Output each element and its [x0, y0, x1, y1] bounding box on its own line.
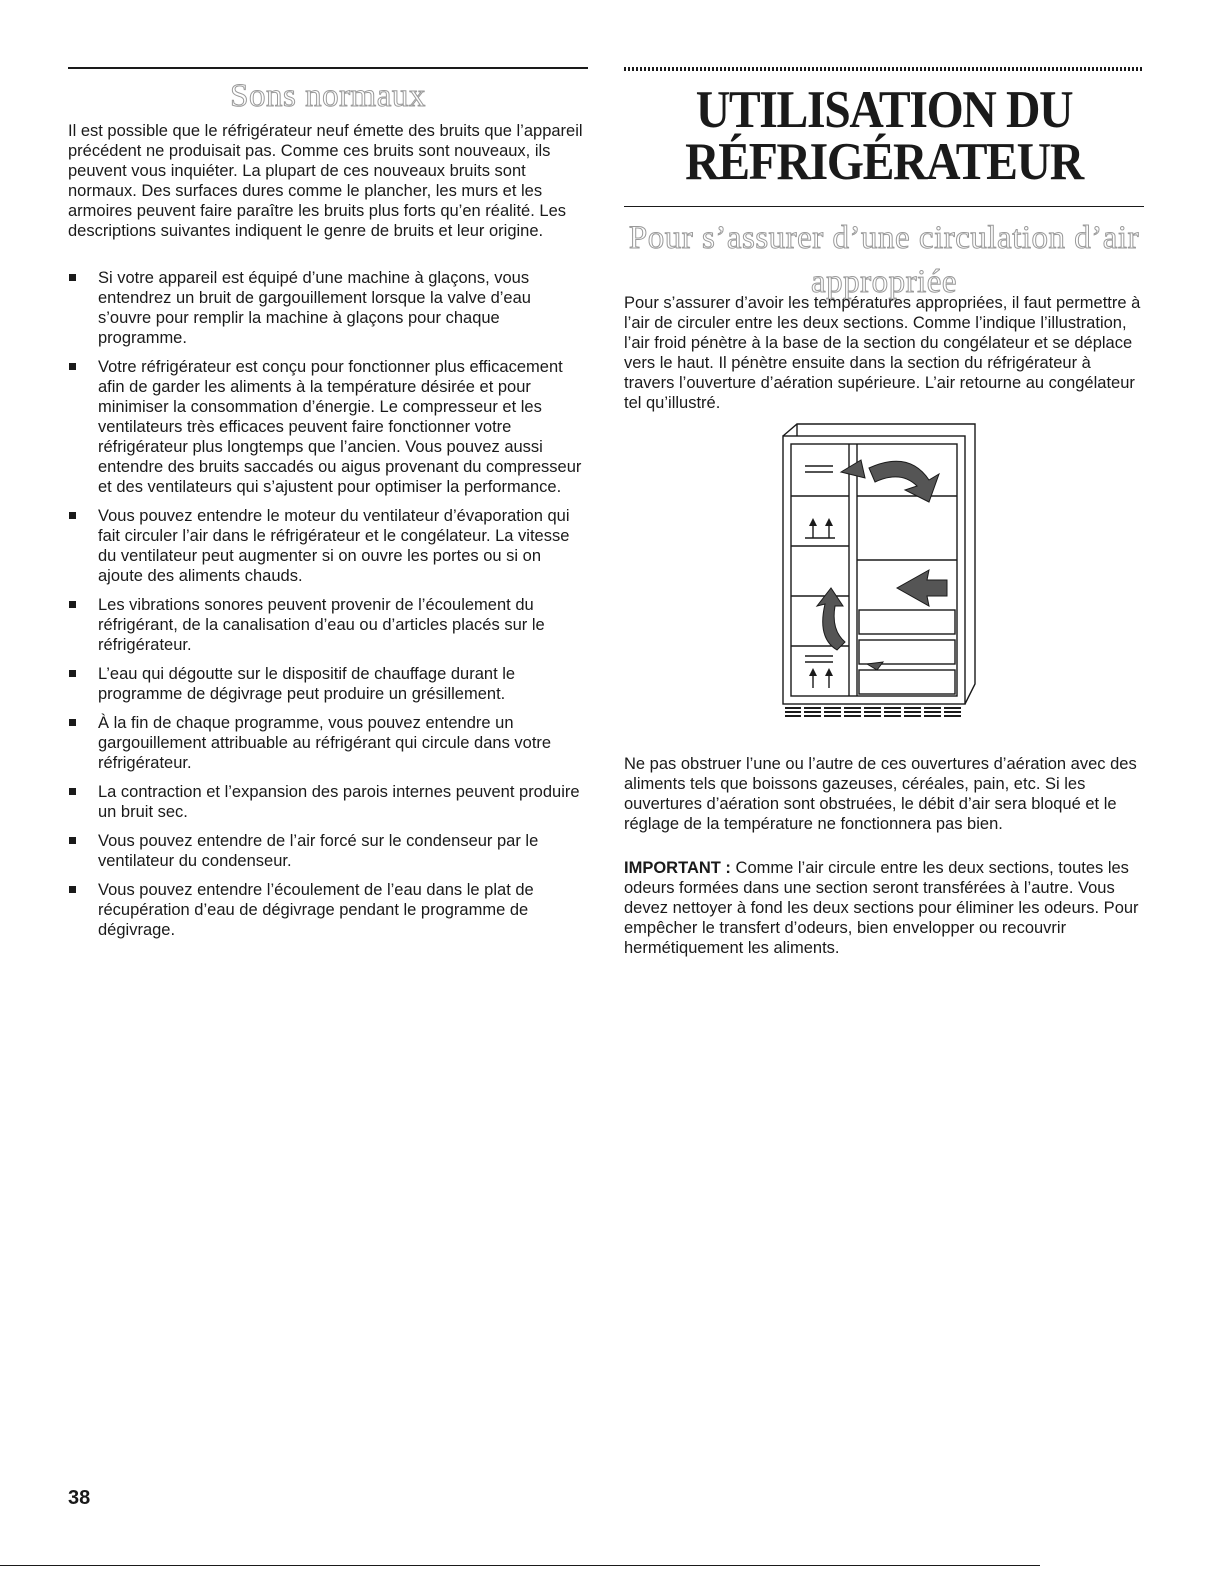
bullet-square-icon — [69, 363, 76, 370]
bullet-square-icon — [69, 837, 76, 844]
air-paragraph-1: Pour s’assurer d’avoir les températures appropriées, il faut permettre à l’air de circuler entre les deux sections. Comme l’indique l’illustration, l’air froid pénètre à la base de la section du congélateur et se déplace vers le haut. Il pénètre ensuite dans la section du réfrigérateur à travers l’ouverture d’aération supérieure. L’air retourne au congélateur tel qu’illustré. — [624, 294, 1141, 412]
list-item: Vous pouvez entendre le moteur du ventilateur d’évaporation qui fait circuler l’air dans le réfrigérateur et le congélateur. La vitesse du ventilateur peut augmenter si on ouvre les portes ou si on ajoute des aliments chauds. — [68, 506, 588, 586]
bullet-square-icon — [69, 601, 76, 608]
page-title: UTILISATION DU RÉFRIGÉRATEUR — [685, 81, 1083, 191]
bullet-square-icon — [69, 274, 76, 281]
list-item: Votre réfrigérateur est conçu pour fonctionner plus efficacement afin de garder les aliments à la température désirée et pour minimiser la consommation d’énergie. Le compresseur et les ventilateurs très efficaces peuvent faire fonctionner votre réfrigérateur plus longtemps que l’ancien. Vous pouvez aussi entendre des bruits saccadés ou aigus provenant du compresseur et des ventilateurs qui s’ajustent pour optimiser la performance. — [68, 357, 588, 497]
fridge-airflow-illustration — [779, 420, 979, 720]
top-rule — [68, 67, 588, 69]
list-item: La contraction et l’expansion des parois internes peuvent produire un bruit sec. — [68, 782, 588, 822]
list-item: Vous pouvez entendre l’écoulement de l’eau dans le plat de récupération d’eau de dégivrage pendant le programme de dégivrage. — [68, 880, 588, 940]
list-item: Vous pouvez entendre de l’air forcé sur le condenseur par le ventilateur du condenseur. — [68, 831, 588, 871]
bullet-square-icon — [69, 670, 76, 677]
bottom-rule — [0, 1565, 1040, 1566]
section-heading-air: Pour s’assurer d’une circulation d’air appropriée — [628, 220, 1140, 300]
air-paragraph-2: Ne pas obstruer l’une ou l’autre de ces ouvertures d’aération avec des aliments tels que boissons gazeuses, céréales, pain, etc. Si les ouvertures d’aération sont obstruées, le débit d’air sera bloqué et le réglage de la température ne fonctionnera pas bien. — [624, 755, 1137, 833]
list-item: Si votre appareil est équipé d’une machine à glaçons, vous entendrez un bruit de gargouillement lorsque la valve d’eau s’ouvre pour remplir la machine à glaçons pour chaque programme. — [68, 268, 588, 348]
page-number: 38 — [68, 1487, 91, 1509]
top-dotted-rule — [624, 67, 1144, 71]
list-item: À la fin de chaque programme, vous pouvez entendre un gargouillement attribuable au réfrigérant qui circule dans votre réfrigérateur. — [68, 713, 588, 773]
bullet-square-icon — [69, 788, 76, 795]
list-item: L’eau qui dégoutte sur le dispositif de chauffage durant le programme de dégivrage peut produire un grésillement. — [68, 664, 588, 704]
list-item: Les vibrations sonores peuvent provenir de l’écoulement du réfrigérant, de la canalisation d’eau ou d’articles placés sur le réfrigérateur. — [68, 595, 588, 655]
bullet-square-icon — [69, 512, 76, 519]
section-heading-sons: Sons normaux — [230, 78, 426, 114]
bullet-square-icon — [69, 719, 76, 726]
intro-paragraph: Il est possible que le réfrigérateur neuf émette des bruits que l’appareil précédent ne produisait pas. Comme ces bruits sont nouveaux, ils peuvent vous inquiéter. La plupart de ces nouveaux bruits sont normaux. Des surfaces dures comme le plancher, les murs et les armoires peuvent faire paraître les bruits plus forts qu’en réalité. Les descriptions suivantes indiquent le genre de bruits et leur origine. — [68, 122, 583, 240]
bullet-square-icon — [69, 886, 76, 893]
title-rule — [624, 206, 1144, 207]
important-label: IMPORTANT : — [624, 859, 731, 877]
noise-list — [68, 268, 588, 949]
air-paragraph-3: IMPORTANT : Comme l’air circule entre les deux sections, toutes les odeurs formées dans une section seront transférées à l’autre. Vous devez nettoyer à fond les deux sections pour éliminer les odeurs. Pour empêcher le transfert d’odeurs, bien envelopper ou recouvrir hermétiquement les aliments. — [624, 859, 1139, 957]
